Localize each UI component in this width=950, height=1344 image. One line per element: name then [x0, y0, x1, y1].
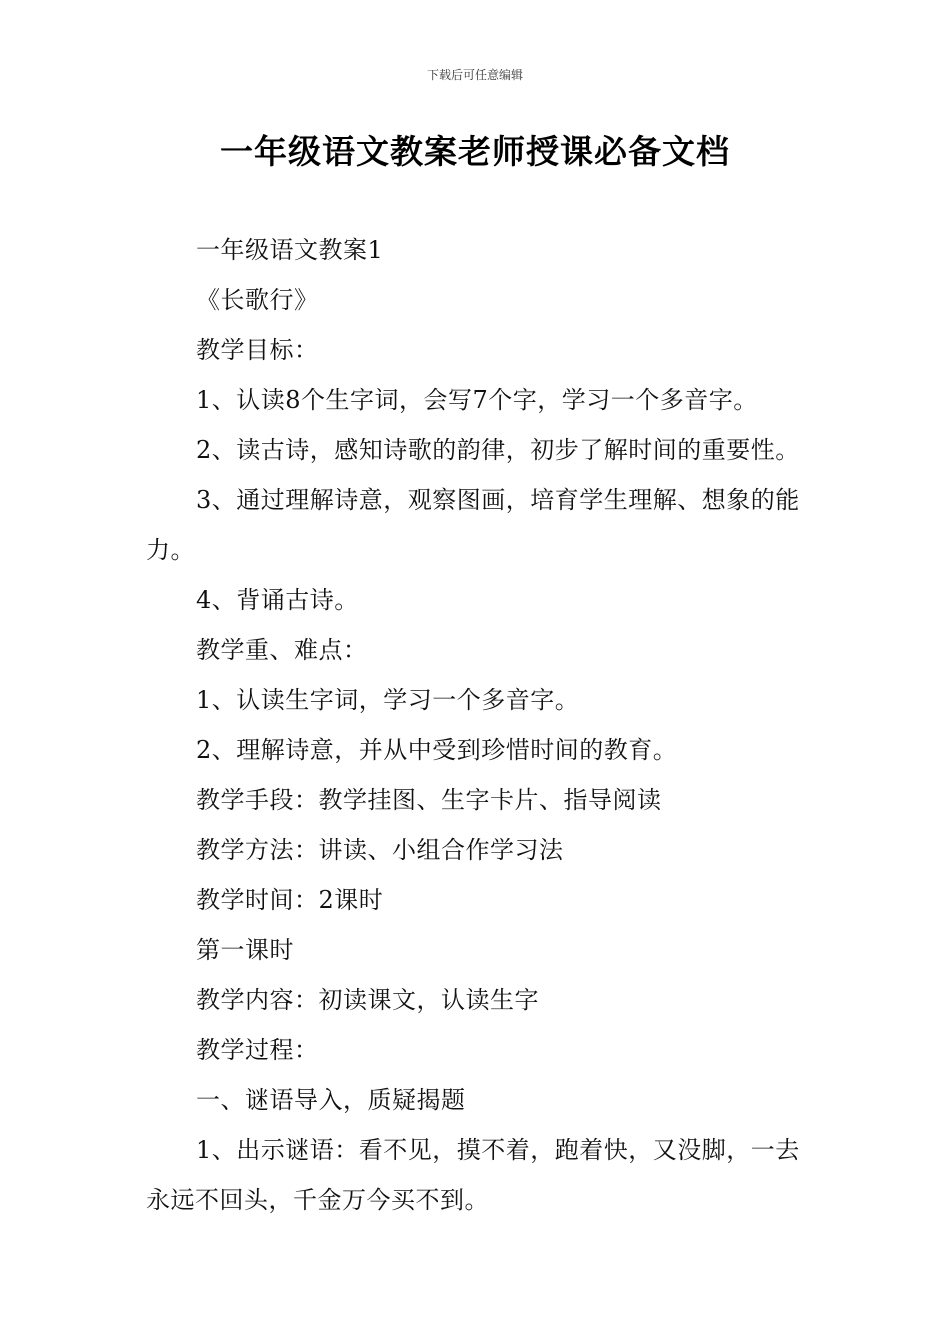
- paragraph-poem-title: 《长歌行》: [196, 286, 319, 314]
- paragraph-lesson-heading: 一年级语文教案1: [196, 236, 384, 264]
- paragraph-goals-heading: 教学目标：: [196, 336, 319, 364]
- paragraph-first-lesson: 第一课时: [196, 936, 294, 964]
- paragraph-teaching-time: 教学时间：2课时: [196, 886, 384, 914]
- paragraph-goal-2: 2、读古诗，感知诗歌的韵律，初步了解时间的重要性。: [196, 436, 800, 464]
- paragraph-key-points-heading: 教学重、难点：: [196, 636, 368, 664]
- paragraph-goal-3: 3、通过理解诗意，观察图画，培育学生理解、想象的能力。: [146, 486, 800, 564]
- paragraph-key-point-2: 2、理解诗意，并从中受到珍惜时间的教育。: [196, 736, 678, 764]
- paragraph-teaching-methods: 教学方法：讲读、小组合作学习法: [196, 836, 564, 864]
- paragraph-teaching-content: 教学内容：初读课文，认读生字: [196, 986, 539, 1014]
- paragraph-riddle: 1、出示谜语：看不见，摸不着，跑着快，又没脚，一去永远不回头，千金万今买不到。: [146, 1136, 800, 1214]
- paragraph-goal-4: 4、背诵古诗。: [196, 586, 359, 614]
- paragraph-teaching-means: 教学手段：教学挂图、生字卡片、指导阅读: [196, 786, 662, 814]
- document-body: [146, 225, 808, 1225]
- document-title: 一年级语文教案老师授课必备文档: [220, 132, 730, 171]
- header-note: 下载后可任意编辑: [426, 68, 523, 82]
- paragraph-goal-1: 1、认读8个生字词，会写7个字，学习一个多音字。: [196, 386, 758, 414]
- paragraph-key-point-1: 1、认读生字词，学习一个多音字。: [196, 686, 580, 714]
- paragraph-step-1: 一、谜语导入，质疑揭题: [196, 1086, 466, 1114]
- paragraph-process-heading: 教学过程：: [196, 1036, 319, 1064]
